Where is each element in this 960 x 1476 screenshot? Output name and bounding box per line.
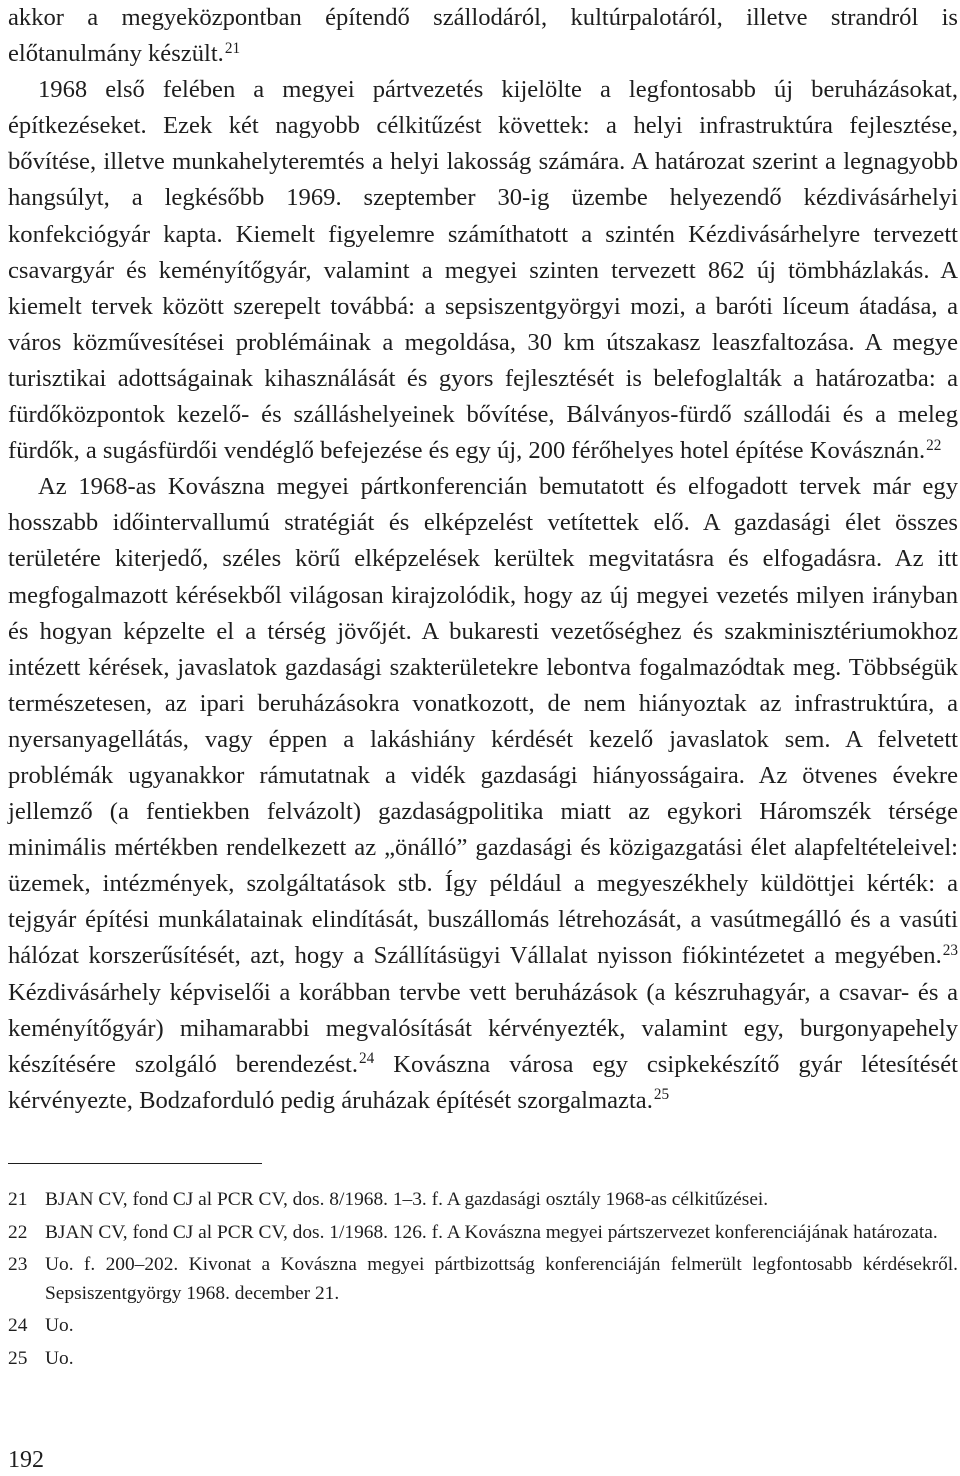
footnote-text: Uo.: [45, 1347, 74, 1369]
paragraph-3-text-a: Az 1968-as Kovászna megyei pártkonferencián bemutatott és elfogadott tervek már egy hosszabb időintervallumú stratégiát és elképzelést vetítettek elő. A gazdasági élet összes területére kiterjedő, széles körű elképzelések kerültek megvitatásra és elfogadásra. Az itt megfogalmazott kérésekből világosan kirajzolódik, hogy az új megyei vezetés milyen irányban és hogyan képzelte el a térség jövőjét. A bukaresti vezetőséghez és szakminisztériumokhoz intézett kérések, javaslatok gazdasági szakterületekre lebontva fogalmazódtak meg. Többségük természetesen, az ipari beruházásokra vonatkozott, de nem hiányoztak az infrastruktúra, a nyersanyagellátás, vagy éppen a lakáshiány kérdését kezelő javaslatok sem. A felvetett problémák ugyanakkor rámutatnak a vidék gazdasági hiányosságaira. Az ötvenes évekre jellemző (a fentiekben felvázolt) gazdaságpolitika miatt az egykori Háromszék térsége minimális mértékben rendelkezett az „önálló” gazdasági és közigazgatási élet alapfeltételeivel: üzemek, intézmények, szolgáltatások stb. Így például a megyeszékhely küldöttjei kérték: a tejgyár építési munkálatainak elindítását, buszállomás létrehozását, a vasútmegálló és a vasúti hálózat korszerűsítését, azt, hogy a Szállításügyi Vállalat nyisson fiókintézetet a megyében.: [8, 473, 958, 970]
page-number: 192: [8, 1447, 44, 1473]
footnote-22: [8, 1219, 958, 1248]
book-page: [8, 0, 958, 1476]
footnote-ref-21[interactable]: 21: [224, 39, 241, 57]
footnote-21: [8, 1186, 958, 1215]
footnote-ref-23[interactable]: 23: [942, 942, 958, 960]
footnotes: [8, 1186, 958, 1377]
footnote-number: 25: [8, 1347, 28, 1369]
footnote-number: 22: [8, 1221, 28, 1243]
footnote-text: Uo.: [45, 1315, 74, 1336]
footnote-23: [8, 1251, 958, 1308]
paragraph-2: [8, 72, 958, 469]
paragraph-3-text-c: Kovászna városa egy csipkekészítő gyár létesítését kérvényezte, Bodzaforduló pedig áruházak építését szorgalmazta.: [8, 1050, 958, 1114]
body-text: [8, 0, 958, 1119]
footnote-text: BJAN CV, fond CJ al PCR CV, dos. 1/1968. 126. f. A Kovászna megyei pártszervezet konferenciájának határozata.: [45, 1221, 938, 1243]
paragraph-3: [8, 469, 958, 1119]
footnote-separator: [8, 1163, 262, 1164]
footnote-text: Uo. f. 200–202. Kivonat a Kovászna megyei pártbizottság konferenciáján felmerült legfontosabb kérdésekről. Sepsiszentgyörgy 1968. december 21.: [45, 1254, 958, 1304]
footnote-text: BJAN CV, fond CJ al PCR CV, dos. 8/1968. 1–3. f. A gazdasági osztály 1968-as célkitűzései.: [45, 1189, 769, 1210]
footnote-ref-22[interactable]: 22: [926, 436, 942, 454]
footnote-ref-25[interactable]: 25: [653, 1086, 670, 1104]
paragraph-2-text: 1968 első felében a megyei pártvezetés kijelölte a legfontosabb új beruházásokat, építkezéseket. Ezek két nagyobb célkitűzést követtek: a helyi infrastruktúra fejlesztése, bővítése, illetve munkahelyteremtés a helyi lakosság számára. A határozat szerint a legnagyobb hangsúlyt, a legkésőbb 1969. szeptember 30-ig üzembe helyezendő kézdivásárhelyi konfekciógyár kapta. Kiemelt figyelemre számíthatott a szintén Kézdivásárhelyre tervezett csavargyár és keményítőgyár, valamint a megyei szinten tervezett 862 új tömbházlakás. A kiemelt tervek között szerepelt továbbá: a sepsiszentgyörgyi mozi, a baróti líceum átadása, a város közművesítései problémáinak a megoldása, 30 km útszakasz leaszfaltozása. A megye turisztikai adottságainak kihasználását és gyors fejlesztését is belefoglalták a határozatba: a fürdőközpontok kezelő- és szálláshelyeinek bővítése, Bálványos-fürdő szállodái és a meleg fürdők, a sugásfürdői vendéglő befejezése és egy új, 200 férőhelyes hotel építése Kovásznán.: [8, 76, 958, 465]
paragraph-1: [8, 0, 958, 72]
footnote-number: 23: [8, 1254, 28, 1275]
footnote-number: 21: [8, 1189, 28, 1210]
footnote-25: [8, 1345, 958, 1374]
footnote-number: 24: [8, 1315, 28, 1336]
paragraph-3-text-b: Kézdivásárhely képviselői a korábban tervbe vett beruházások (a készruhagyár, a csavar- és a keményítőgyár) mihamarabbi megvalósítását kérvényezték, valamint egy, burgonyapehely készítésére szolgáló berendezést.: [8, 978, 958, 1078]
paragraph-1-text: akkor a megyeközpontban építendő szállodáról, kultúrpalotáról, illetve strandról is előtanulmány készült.: [8, 4, 958, 68]
footnote-ref-24[interactable]: 24: [359, 1050, 375, 1068]
footnote-24: [8, 1312, 958, 1341]
